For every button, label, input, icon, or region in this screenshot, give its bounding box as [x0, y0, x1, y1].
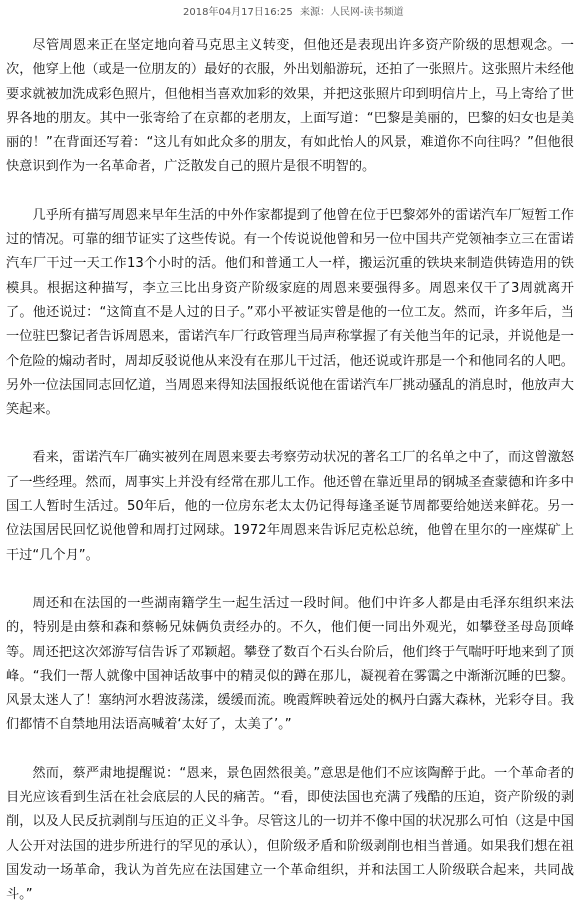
article-paragraph-2: 几乎所有描写周恩来早年生活的中外作家都提到了他曾在位于巴黎郊外的雷诺汽车厂短暂工作过的情况。可靠的细节证实了这些传说。有一个传说说他曾和另一位中国共产党领袖李立三在雷诺汽车厂干过一天工作13个小时的活。他们和普通工人一样，搬运沉重的铁块来制造供铸造用的铁模具。根据这种描写，李立三比出身资产阶级家庭的周恩来要强得多。周恩来仅干了3周就离开了。他还说过：“这简直不是人过的日子。”邓小平被证实曾是他的一位工友。然而，许多年后，当一位驻巴黎记者告诉周恩来，雷诺汽车厂行政管理当局声称掌握了有关他当年的记录，并说他是一个危险的煽动者时，周却反驳说他从来没有在那儿干过活，他还说或许那是一个和他同名的人吧。另外一位法国同志回忆道，当周恩来得知法国报纸说他在雷诺汽车厂挑动骚乱的消息时，他放声大笑起来。	[6, 207, 574, 418]
publish-date: 2018年04月17日16:25	[183, 7, 293, 18]
article-paragraph-3: 看来，雷诺汽车厂确实被列在周恩来要去考察劳动状况的著名工厂的名单之中了，而这曾激怒了一些经理。然而，周事实上并没有经常在那儿工作。他还曾在靠近里昂的钢城圣查蒙德和许多中国工人暂时生活过。50年后，他的一位房东老太太仍记得每逢圣诞节周都要给她送来鲜花。另一位法国居民回忆说他曾和周打过网球。1972年周恩来告诉尼克松总统，他曾在里尔的一座煤矿上干过“几个月”。	[6, 450, 574, 563]
article-meta-bar	[0, 0, 578, 18]
article-body	[6, 34, 574, 914]
source-label: 来源：人民网-读书频道	[300, 7, 404, 18]
article-paragraph-4: 周还和在法国的一些湖南籍学生一起生活过一段时间。他们中许多人都是由毛泽东组织来法的，特别是由蔡和森和蔡畅兄妹俩负责经办的。不久，他们便一同出外观光，如攀登圣母岛顶峰等。周还把这次郊游写信告诉了邓颖超。攀登了数百个石头台阶后，他们终于气喘吁吁地来到了顶峰。“我们一帮人就像中国神话故事中的精灵似的蹲在那儿，凝视着在雾霭之中渐渐沉睡的巴黎。风景太迷人了！塞纳河水碧波荡漾，缓缓而流。晚霞辉映着远处的枫丹白露大森林，光彩夺目。我们都情不自禁地用法语高喊着‘太好了，太美了’。”	[6, 595, 574, 733]
article-paragraph-5: 然而，蔡严肃地提醒说：“恩来，景色固然很美。”意思是他们不应该陶醉于此。一个革命者的目光应该看到生活在社会底层的人民的痛苦。“看，即使法国也充满了残酷的压迫，资产阶级的剥削，以及人民反抗剥削与压迫的正义斗争。尽管这儿的一切并不像中国的状况那么可怕（这是中国人公开对法国的进步所进行的罕见的承认），但阶级矛盾和阶级剥削也相当普通。如果我们想在祖国发动一场革命，我认为首先应在法国建立一个革命组织，并和法国工人阶级联合起来，共同战斗。”	[6, 765, 574, 903]
article-paragraph-1: 尽管周恩来正在坚定地向着马克思主义转变，但他还是表现出许多资产阶级的思想观念。一次，他穿上他（或是一位朋友的）最好的衣服，外出划船游玩，还拍了一张照片。这张照片未经他要求就被加洗成彩色照片，但他相当喜欢加彩的效果，并把这张照片印到明信片上，马上寄给了世界各地的朋友。其中一张寄给了在京都的老朋友，上面写道：“巴黎是美丽的，巴黎的妇女也是美丽的！”在背面还写着：“这儿有如此众多的朋友，有如此怡人的风景，难道你不向往吗？”但他很快意识到作为一名革命者，广泛散发自己的照片是很不明智的。	[6, 38, 574, 175]
